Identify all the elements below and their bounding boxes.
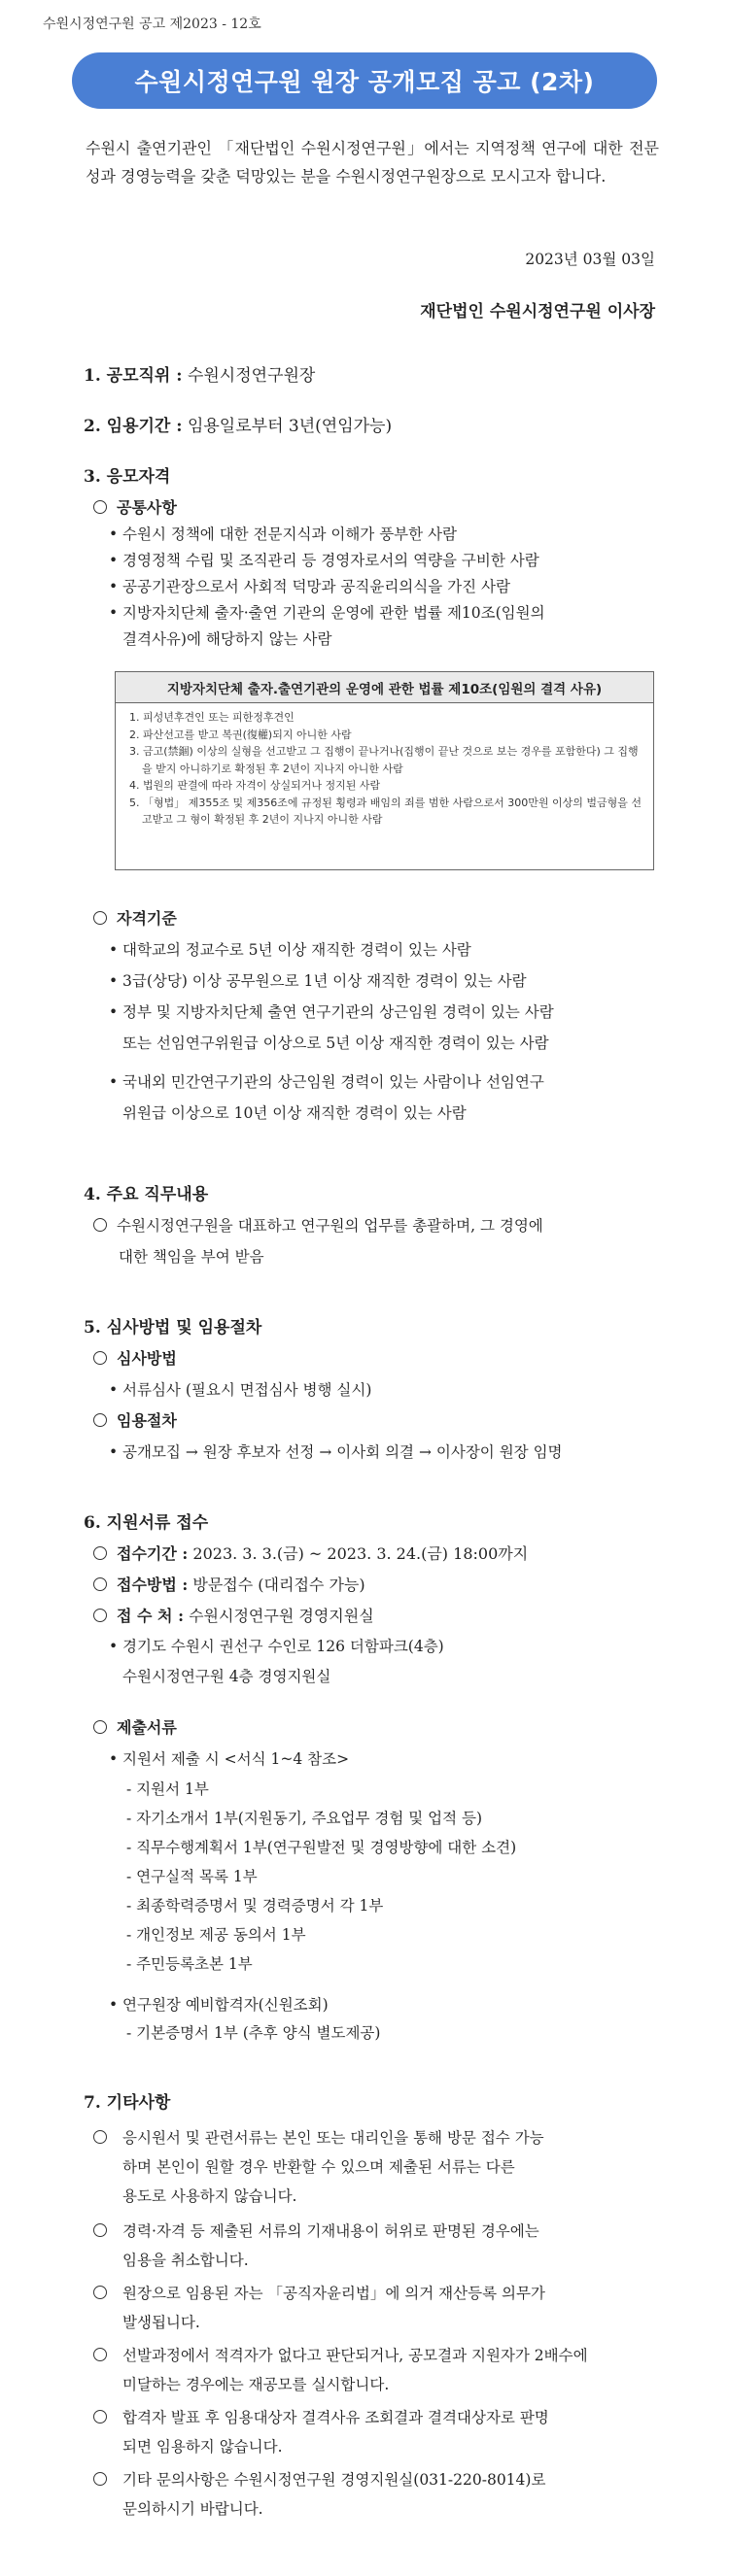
application-period: 접수기간 : 2023. 3. 3.(금) ~ 2023. 3. 24.(금) 18:00까지 — [93, 1542, 528, 1564]
circle-bullet-icon — [93, 500, 107, 514]
list-item: - 자기소개서 1부(지원동기, 주요업무 경험 및 업적 등) — [126, 1810, 483, 1827]
circle-bullet-icon — [93, 1609, 107, 1622]
disqualification-box-title: 지방자치단체 출자.출연기관의 운영에 관한 법률 제10조(임원의 결격 사유) — [116, 672, 653, 703]
circle-bullet-icon — [93, 2130, 107, 2144]
list-item: • 공공기관장으로서 사회적 덕망과 공직윤리의식을 가진 사람 — [109, 578, 510, 595]
other-item: 경력·자격 등 제출된 서류의 기재내용이 허위로 판명된 경우에는 임용을 취소합니다. — [93, 2217, 659, 2275]
issuer: 재단법인 수원시정연구원 이사장 — [420, 302, 655, 322]
notice-number: 수원시정연구원 공고 제2023 - 12호 — [43, 17, 261, 32]
list-item: • 수원시 정책에 대한 전문지식과 이해가 풍부한 사람 — [109, 525, 457, 543]
list-item: - 직무수행계획서 1부(연구원발전 및 경영방향에 대한 소견) — [126, 1839, 517, 1856]
circle-bullet-icon — [93, 2286, 107, 2299]
page-title: 수원시정연구원 원장 공개모집 공고 (2차) — [72, 52, 657, 109]
box-line: 2. 파산선고를 받고 복권(復權)되지 아니한 사람 — [129, 728, 352, 741]
documents-list — [126, 1775, 516, 1979]
qualification-title: 자격기준 — [93, 906, 177, 929]
section-other-title: 7. 기타사항 — [84, 2093, 171, 2113]
circle-bullet-icon — [93, 2410, 107, 2423]
circle-bullet-icon — [93, 2348, 107, 2361]
box-line: 4. 법원의 판결에 따라 자격이 상실되거나 정지된 사람 — [129, 779, 381, 792]
qualification-list — [109, 934, 663, 1129]
box-line: 3. 금고(禁錮) 이상의 실형을 선고받고 그 집행이 끝나거나(집행이 끝난 것으로 보는 경우를 포함한다) 그 집행을 받지 아니하기로 확정된 후 2년이 지나지 아니한 사람 — [129, 745, 639, 775]
circle-bullet-icon — [93, 1577, 107, 1591]
list-item: - 지원서 1부 — [126, 1780, 209, 1798]
circle-bullet-icon — [93, 1218, 107, 1232]
documents-head: • 지원서 제출 시 <서식 1~4 참조> — [109, 1750, 350, 1768]
section-selection-title: 5. 심사방법 및 임용절차 — [84, 1318, 262, 1338]
list-item: - 개인정보 제공 동의서 1부 — [126, 1926, 306, 1944]
application-address — [109, 1632, 663, 1692]
duties-item: 수원시정연구원을 대표하고 연구원의 업무를 총괄하며, 그 경영에 대한 책임을 부여 받음 — [93, 1210, 659, 1272]
candidate-docs-head: • 연구원장 예비합격자(신원조회) — [109, 1996, 329, 2014]
circle-bullet-icon — [93, 1351, 107, 1365]
candidate-docs-item: - 기본증명서 1부 (추후 양식 별도제공) — [126, 2024, 381, 2042]
circle-bullet-icon — [93, 1413, 107, 1427]
section-position-value: 수원시정연구원장 — [182, 366, 316, 386]
disqualification-box — [115, 671, 654, 870]
common-requirements-list — [109, 522, 663, 653]
section-application-title: 6. 지원서류 접수 — [84, 1513, 209, 1533]
section-term-value: 임용일로부터 3년(연임가능) — [182, 417, 393, 436]
screening-method-item: • 서류심사 (필요시 면접심사 병행 실시) — [109, 1381, 372, 1399]
other-item: 기타 문의사항은 수원시정연구원 경영지원실(031-220-8014)로 문의하시기 바랍니다. — [93, 2465, 659, 2524]
address-line: • 경기도 수원시 권선구 수인로 126 더함파크(4층) — [109, 1638, 444, 1655]
documents-title: 제출서류 — [93, 1715, 177, 1738]
section-term-label: 2. 임용기간 : — [84, 417, 183, 436]
address-line: 수원시정연구원 4층 경영지원실 — [122, 1668, 331, 1685]
list-item: • 지방자치단체 출자·출연 기관의 운영에 관한 법률 제10조(임원의 — [109, 604, 545, 622]
circle-bullet-icon — [93, 1546, 107, 1560]
list-item: • 정부 및 지방자치단체 출연 연구기관의 상근임원 경력이 있는 사람 — [109, 1003, 554, 1021]
list-item: - 주민등록초본 1부 — [126, 1955, 253, 1973]
circle-bullet-icon — [93, 1720, 107, 1734]
common-requirements-title: 공통사항 — [93, 495, 177, 518]
section-eligibility-title: 3. 응모자격 — [84, 467, 171, 487]
list-item: • 국내외 민간연구기관의 상근임원 경력이 있는 사람이나 선임연구 — [109, 1073, 544, 1091]
disqualification-box-body — [116, 703, 653, 829]
other-item: 원장으로 임용된 자는 「공직자윤리법」에 의거 재산등록 의무가 발생됩니다. — [93, 2279, 659, 2337]
other-item: 선발과정에서 적격자가 없다고 판단되거나, 공모결과 지원자가 2배수에 미달하는 경우에는 재공모를 실시합니다. — [93, 2341, 659, 2399]
list-item-continued: 위원급 이상으로 10년 이상 재직한 경력이 있는 사람 — [122, 1104, 467, 1122]
other-item: 응시원서 및 관련서류는 본인 또는 대리인을 통해 방문 접수 가능 하며 본인이 원할 경우 반환할 수 있으며 제출된 서류는 다른 용도로 사용하지 않습니다. — [93, 2123, 659, 2211]
appointment-procedure-title: 임용절차 — [93, 1408, 177, 1431]
list-item: - 연구실적 목록 1부 — [126, 1868, 258, 1885]
appointment-procedure-item: • 공개모집 → 원장 후보자 선정 → 이사회 의결 → 이사장이 원장 임명 — [109, 1443, 563, 1461]
section-position-label: 1. 공모직위 : — [84, 366, 183, 386]
intro-paragraph: 수원시 출연기관인 「재단법인 수원시정연구원」에서는 지역정책 연구에 대한 전문성과 경영능력을 갖춘 덕망있는 분을 수원시정연구원장으로 모시고자 합니다. — [86, 139, 659, 186]
application-place: 접 수 처 : 수원시정연구원 경영지원실 — [93, 1604, 374, 1626]
box-line: 1. 피성년후견인 또는 피한정후견인 — [129, 711, 295, 724]
section-duties-title: 4. 주요 직무내용 — [84, 1185, 209, 1204]
list-item: • 3급(상당) 이상 공무원으로 1년 이상 재직한 경력이 있는 사람 — [109, 972, 527, 990]
list-item-continued: 또는 선임연구위원급 이상으로 5년 이상 재직한 경력이 있는 사람 — [122, 1034, 549, 1052]
list-item: • 경영정책 수립 및 조직관리 등 경영자로서의 역량을 구비한 사람 — [109, 552, 539, 569]
list-item-continued: 결격사유)에 해당하지 않는 사람 — [122, 630, 332, 648]
circle-bullet-icon — [93, 2472, 107, 2486]
box-line: 5. 「형법」 제355조 및 제356조에 규정된 횡령과 배임의 죄를 범한 사람으로서 300만원 이상의 벌금형을 선고받고 그 형이 확정된 후 2년이 지나지 아니한 사람 — [129, 796, 642, 826]
circle-bullet-icon — [93, 2223, 107, 2237]
screening-method-title: 심사방법 — [93, 1346, 177, 1369]
section-term — [84, 412, 392, 436]
section-position — [84, 361, 315, 386]
circle-bullet-icon — [93, 911, 107, 925]
other-item: 합격자 발표 후 임용대상자 결격사유 조회결과 결격대상자로 판명 되면 임용하지 않습니다. — [93, 2403, 659, 2461]
application-method: 접수방법 : 방문접수 (대리접수 가능) — [93, 1573, 365, 1595]
list-item: - 최종학력증명서 및 경력증명서 각 1부 — [126, 1897, 384, 1915]
notice-date: 2023년 03월 03일 — [525, 251, 655, 268]
list-item: • 대학교의 정교수로 5년 이상 재직한 경력이 있는 사람 — [109, 941, 471, 959]
